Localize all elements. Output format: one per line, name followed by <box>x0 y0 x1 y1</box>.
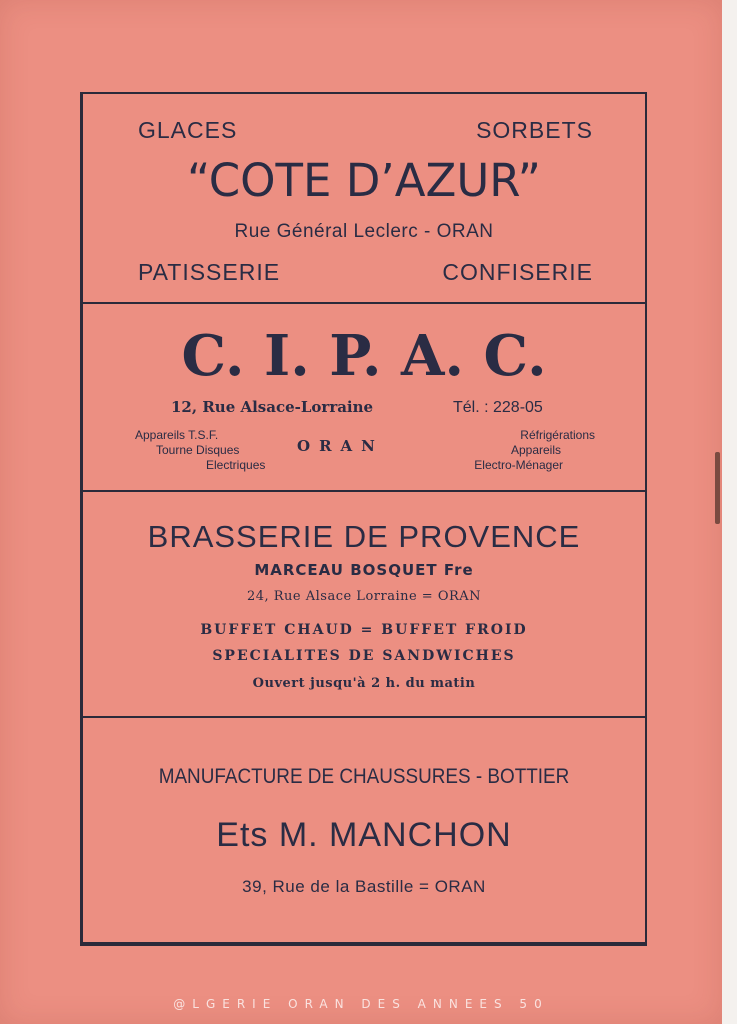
manchon-trade: MANUFACTURE DE CHAUSSURES - BOTTIER <box>158 765 570 788</box>
cipac-phone: Tél. : 228-05 <box>453 399 543 416</box>
cipac-right-line-1: Réfrigérations <box>520 428 595 442</box>
sorbets-label: SORBETS <box>476 117 593 143</box>
manchon-address: 39, Rue de la Bastille = ORAN <box>242 877 486 896</box>
staple <box>715 452 720 524</box>
brasserie-title: BRASSERIE DE PROVENCE <box>147 519 581 554</box>
divider <box>83 490 645 492</box>
cipac-title: C. I. P. A. C. <box>181 323 547 389</box>
cipac-address: 12, Rue Alsace-Lorraine <box>171 398 374 416</box>
patisserie-label: PATISSERIE <box>138 259 281 285</box>
page-edge <box>722 0 737 1024</box>
brasserie-buffet: BUFFET CHAUD = BUFFET FROID <box>200 622 528 638</box>
cipac-city: ORAN <box>297 437 384 455</box>
brasserie-owner: MARCEAU BOSQUET Fre <box>254 561 474 579</box>
cipac-left-line-3: Electriques <box>206 458 266 472</box>
brasserie-specialites: SPECIALITES DE SANDWICHES <box>212 648 516 664</box>
cipac-right-line-3: Electro-Ménager <box>474 458 563 472</box>
manchon-title: Ets M. MANCHON <box>216 816 512 854</box>
cote-dazur-address: Rue Général Leclerc - ORAN <box>234 221 494 242</box>
cipac-left-line-1: Appareils T.S.F. <box>135 428 219 442</box>
brasserie-hours: Ouvert jusqu'à 2 h. du matin <box>252 676 476 691</box>
confiserie-label: CONFISERIE <box>442 259 593 285</box>
cipac-right-line-2: Appareils <box>510 443 561 457</box>
glaces-label: GLACES <box>138 117 238 143</box>
divider <box>83 716 645 718</box>
advertisement-frame <box>80 92 647 946</box>
watermark: @LGERIE ORAN DES ANNEES 50 <box>173 997 549 1011</box>
cipac-left-line-2: Tourne Disques <box>156 443 240 457</box>
divider <box>83 302 645 304</box>
brasserie-address: 24, Rue Alsace Lorraine = ORAN <box>246 589 482 604</box>
cote-dazur-title: “COTE D’AZUR” <box>187 154 541 207</box>
